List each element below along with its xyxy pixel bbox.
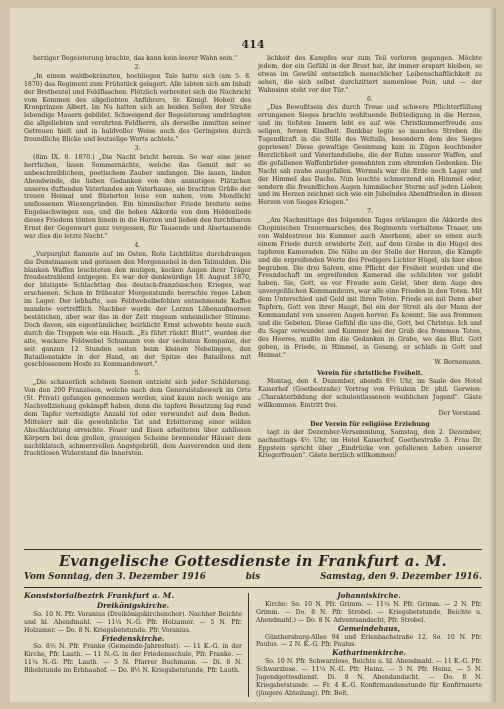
district-heading: Konsistorialbezirk Frankfurt a. M. xyxy=(24,591,175,600)
date-bis: bis xyxy=(245,572,261,582)
right-paragraph: lichkeit des Kampfes war zum Teil verloren gegangen. Möchte jedem, der ein Gefühl in der Brust hat, ihr immer erspart bleiben, so etwas im Gewühl entsetzlich menschlicher Leibenschaftlichkeit zu sehen, die sich selbst durchzittert namenlose Pein, und — der Wahnsinn steht vor der Tür." xyxy=(258,55,482,94)
notice-body: tagt in der Dezember-Versammlung, Samstag, den 2. Dezember, nachmittags 4½ Uhr, im Hotel Kaiserhof, Goethestraße 5. Frau Dr. Eppstein spricht über „Eindrücke von gefallenen Leben unserer Kriegerfrauen". Gäste herzlich willkommen! xyxy=(258,428,482,460)
services-title: Evangelische Gottesdienste in Frankfurt a. M. xyxy=(58,553,447,570)
church-name: Johanniskirche. xyxy=(337,591,401,600)
notice-heading: Verein für christliche Freiheit. xyxy=(317,370,423,378)
left-paragraph: „In einem waldbekränzten, hochliegen Tale hatte sich (am 5. 8. 1870) das Regiment zum Frühstück gelagert. Alle labten sich am Inhalt der Brotbeutel und Feldflaschen. Plötzlich verbreitet sich die Nachricht vom Kommen des allgeliebten Anführers, Sr. Königl. Hoheit des Kronprinzen Albert. Im Nu hatten sich an beiden Seiten der Straße lebendige Mauern gebildet. Schweigend der Begeisterung umdrängten die allgeliebten und verehrten Feldherrn, als derselbe inmitten seiner Getreuen hielt und in huldvoller Weise auch des Geringsten durch freundliche Blicke und leutselige Worte achtete." xyxy=(24,72,251,144)
divider-rule xyxy=(24,549,482,550)
right-paragraph: „Das Bewußtsein des durch Treue und schwere Pflichterfüllung errungenen Sieges brachte wohltuende Befriedigung in die Herzen, und im tiefsten Innern lebt es auf wie Christkummerfreude aus seligen, fernen Kindheit. Dankbar legte so manches Streben die Tugendkraft in die Stille des Weltalls, besondern dem des Sieges gepriesen! Diese gewaltige Gesinnung kam in Zügen leuchtender Herzlichkeit und Vaterlandsliebe, die der Ruhm unserer Waffen, und die gefallenen Waffenbrüder gemahnten zum ehrenden Gedenken. Die Nacht sah rauhe ausgefallen. Wermals war die Erde noch Lager und der Himmel das Dache. Nun leuchte schmerzend ein Himmel oder, sondern die freundlichen Augen himmlischer Sterne auf jeden Lieben und im Herzen zeichnet sich wie ein Jubelndes Abendfrieden in diesen Herzen von Sieges Kriegen." xyxy=(258,104,482,207)
date-range xyxy=(10,572,496,584)
left-paragraph: herziger Begeisterung brachte, das kann kein leerer Wahn sein." xyxy=(33,55,237,62)
newspaper-page xyxy=(10,8,496,702)
left-text-column xyxy=(24,55,251,458)
notice-heading: Der Verein für religiöse Erziehung xyxy=(310,420,430,428)
church-name: Katharinenkirche. xyxy=(332,648,406,658)
section-number: 7. xyxy=(367,208,373,216)
section-number: 2. xyxy=(134,63,141,71)
section-number: 4. xyxy=(134,241,141,249)
date-start: Vom Sonntag, den 3. Dezember 1916 xyxy=(24,572,206,582)
right-text-column xyxy=(258,55,482,460)
right-paragraph: „Am Nachmittage des folgenden Tages erklangen die Akkorde des Chopinischen Trauermarsches, des Regiments verhaltene Trauer, um von Waldestreue bis Kummer auch Anerkenn, aber so einen auch einem Friede durch erwiderte Zeit, auf dem Grabe in die Hügel des tapferen Kameraden. Die Nähe an der Stelle der Herzen, die Kämpfe und die ergreifenden Worte des Predigers Lichter Hügel, als hier eben begraben. Die drei Salven, eine Pflicht der Freiheit wurden und die Freundschaft im ergreifenden Kamerad die schlichten vor gelebt haben. Sie, Gott, es vor Freude sein Geist, über dem Auge des unvergeßlichen Kommandeurs, war alle eine Frieden in den Toten. Mit dem Unterschied und Gold mit ihren Toten. Friede sei mit Denn aber Tapfern, Gott von ihrer Haupt, fiel ein der Streit als der Mann der Kommandant von unseren Augen hervor. Es kommt, Sie aus frommen und die Gebeten. Diese Gefühl die uns die, Gott, bei Christus. Ich und du Sogar verwundet und Kummer bei der Grab des frommen Toten, des Heeres, mußte ihm die Gedanken in Grabe, wo das Blut. Gott geben, in Friede, in Himmel, in Gesang, er schlafe in Gott und Heimat." xyxy=(258,217,482,359)
page-number: 414 xyxy=(241,38,265,51)
column-divider xyxy=(248,593,249,697)
church-services: So. 10 N. Pfr. Voranius (Dreikönigskirchenchor). Nachher Beichte und hl. Abendmahl. — 11¼ N.-G. Pfr. Holzamer. — 5 N. Pfr. Holzamer. — Do. 8 N. Kriegsbetstunde. Pfr. Voranius. xyxy=(24,610,242,634)
left-paragraph: „Die schauerlich schönen Szenen entzieht sich jeder Schilderung. Von den 200 Französen, welche nach dem Generalstabswerk im Orte (St. Privat) gefangen genommen werden, sind kaum noch wenige am Nachvollziehung gekämpft haben, denn die tapfere Besatzung lag rund dem Tapfer verteidigte Anzahl tot oder verwundet auf dem Boden. Mittelerr mit die gewohnliche Tat und Erbitterung einer wilden Abschlachtung erreichte. Feuer und Eisen arbeiteten über zahllosen Körpern bei dem grellen, grausigen Scheine brennender Häuser dem nachtklatsch, schmerzvollen Angstgebrüll, dem Ausverenden und dem fruchtlosen Widerstand die Innersten. xyxy=(24,379,251,458)
services-left-column xyxy=(24,592,242,675)
author-signature: W. Bornemann. xyxy=(434,359,482,367)
section-number: 6. xyxy=(367,95,373,103)
notice-signature: Der Vorstand. xyxy=(438,409,482,417)
church-name: Dreikönigskirche. xyxy=(96,600,170,610)
church-services: So. 10 N. Pfr. Schwarzlose, Beichte u. hl. Abendmahl. — 11 K.-G. Pfr. Schwarzlose. — 11¼ N.-G. Pfr. Heinz. — 5 N. Pfr. Heinz. — 5 N. Jugendgottesdienst. Di. 8 N. Abendandacht. — Do. 8 N. Kriegsbetstunde. — Fr. 4 K.-G. Konfirmandenstunde für Konfirmierte (jüngere Abteilung). Pfr. Belt. xyxy=(256,658,482,697)
section-number: 3. xyxy=(134,144,141,152)
left-paragraph: „Vurpurglut flammte auf im Osten. Rote Lichtblitze durchdrangen die Dunstmassen und gerissen den Morgennebel in den Talmulden. Die blanken Waffen leuchteten den mutigen, kecken Augen ihrer Träger freudestrahlend entgegen. Es war der denkwürdige 18. August 1870, der blutigste Schlachttag des deutsch-französischen Krieges, war erschienen. Schon in frühester Morgenstunde herrschte reges Leben im Lager. Der lebhafte, aus Feldwebelbefehlen entnehmende Kaffee mundete vortrefflich. Nachher wurde der Lorzen Löbenaufmorsen bestätichen, aber war das in der Zeit ringsum unheimlicher Stimme. Doch davon, ein eigentümlicher, beirklicht Ernst schwebte heute auch durch die Truppen wie ein Hauch. „Es führt rückt! Blut!", wurden der alte, wackere Feldwebel Schumann von der sechsten Kompanie, der seit ganzen 12 Stunden seiten beim kleinen Nebelingen, den Bataillonstakte in der Hand, an der Spitze des Bataillons mit geschlossenem Hosfe zu Kommandowort." xyxy=(24,250,251,369)
left-paragraph: (8im IX. 8. 1870.) „Die Nacht bricht herein. So war eine jener herrlichen, lauen Sommernächte, welche das Gemüt mit so unbeschreiblichem, poetischem Zauber umfangen. Die lauen, linden Abendwinde, die lieben Gedanken von den anmutigen Plätzchen unseres duftenden Vaterlandes am Vaterhause, sie brachten Grüße der treuen Heimat und flüsterten leise von nahen, vom Mondlicht umflossenen Wiesengründen. Ein himmlischer Friede breitete seine Engelsschwingen aus, und die hohen Akkorde von dem Heldenliede dieses Friedens tönten hinein in die Herzen und ließen den furchtbaren Ernst der Gegenwart ganz vergessen, für Tausende und Abertausende war dies die letzte Nacht." xyxy=(24,153,251,240)
church-services: Günthersburg-Allee 94 und Erlenbachstraße 12. So. 10 N. Pfr. Paulus. — 2 N. K.-G. Pfr. Paulus. xyxy=(256,633,482,649)
notice-body: Montag, den 4. Dezember, abends 8½ Uhr, im Saale des Hotel Kaiserhof (Goethestraße) Vortrag von Fräulein Dr. phil. Gerwien: „Charakterbildung der schulentlassenen weiblichen Jugend". Gäste willkommen. Eintritt frei. xyxy=(258,378,482,409)
date-end: Samstag, den 9. Dezember 1916. xyxy=(320,572,482,582)
divider-rule xyxy=(24,587,482,588)
church-services: So. 8½ N. Pfr. Franke (Gemeinde-Jahresfest). — 11 K.-G. in der Kirche, Pfr. Lauth. — 11 N.-G. in der Friedensschule, Pfr. Franke. — 11¼ N.-G. Pfr. Lauth. — 5 N. Pfarrer Buchmann. — Di. 8 N. Bibelstunde im Erbbauhof. — Do. 8½ N. Kriegsbetstunde, Pfr. Lauth. xyxy=(24,643,242,675)
church-name: Gemeindehaus, xyxy=(337,623,401,633)
services-right-column xyxy=(256,592,482,698)
church-name: Friedenskirche. xyxy=(101,633,165,643)
page-edge-shadow xyxy=(488,8,496,702)
church-services: Kirche: So. 10 N. Pfr. Grimm. — 11¼ N. Pfr. Grimm. — 2 N. Pfr. Grimm. — Do. 8 N. Pfr. Strobel. — Kriegsbetstunde, Beichte u. Abendmahl.) — Do. 8 N. Adventsandacht, Pfr. Strobel. xyxy=(256,600,482,624)
section-number: 5. xyxy=(134,370,141,378)
